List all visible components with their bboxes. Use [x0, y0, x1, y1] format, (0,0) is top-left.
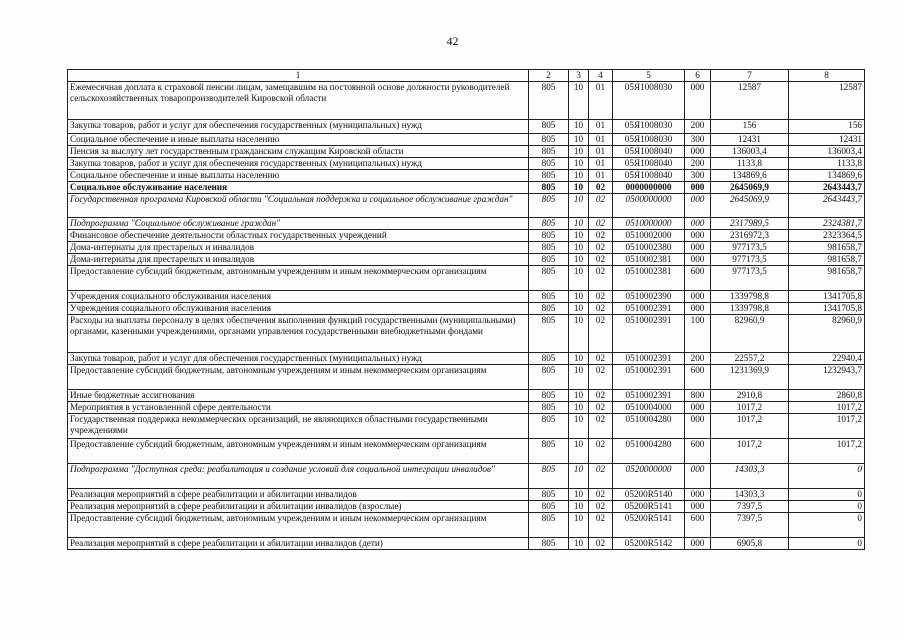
cell-col-2: 805: [529, 464, 569, 489]
table-row: [68, 489, 865, 501]
cell-col-6: 000: [685, 402, 711, 414]
cell-col-4: 02: [589, 242, 613, 254]
cell-col-5: 0510002391: [613, 390, 685, 402]
cell-col-8: 1133,8: [789, 158, 865, 170]
cell-col-5: 05200R5141: [613, 501, 685, 513]
cell-col-8: 0: [789, 513, 865, 538]
cell-col-3: 10: [569, 266, 589, 291]
cell-col-5: 05Я1008030: [613, 82, 685, 120]
item-name: Государственная программа Кировской области "Социальная поддержка и социальное обслуживание граждан": [68, 194, 529, 218]
cell-col-6: 000: [685, 182, 711, 194]
item-name: Социальное обеспечение и иные выплаты населению: [68, 134, 529, 146]
table-row: [68, 501, 865, 513]
cell-col-5: 0510002391: [613, 365, 685, 390]
cell-col-3: 10: [569, 230, 589, 242]
table-row: [68, 170, 865, 182]
cell-col-8: 0: [789, 464, 865, 489]
cell-col-4: 02: [589, 402, 613, 414]
table-row: [68, 390, 865, 402]
cell-col-3: 10: [569, 501, 589, 513]
cell-col-7: 12587: [711, 82, 789, 120]
cell-col-2: 805: [529, 254, 569, 266]
cell-col-2: 805: [529, 315, 569, 353]
cell-col-3: 10: [569, 439, 589, 464]
cell-col-6: 300: [685, 170, 711, 182]
cell-col-4: 02: [589, 439, 613, 464]
cell-col-8: 2643443,7: [789, 182, 865, 194]
cell-col-5: 0510002000: [613, 230, 685, 242]
table-row: [68, 291, 865, 303]
cell-col-2: 805: [529, 513, 569, 538]
cell-col-3: 10: [569, 414, 589, 439]
column-header: 1: [68, 70, 529, 82]
cell-col-2: 805: [529, 230, 569, 242]
item-name: Мероприятия в установленной сфере деятельности: [68, 402, 529, 414]
item-name: Дома-интернаты для престарелых и инвалидов: [68, 242, 529, 254]
cell-col-4: 02: [589, 315, 613, 353]
table-row: [68, 402, 865, 414]
cell-col-4: 02: [589, 182, 613, 194]
cell-col-8: 1017,2: [789, 414, 865, 439]
cell-col-4: 01: [589, 82, 613, 120]
cell-col-2: 805: [529, 538, 569, 550]
cell-col-7: 14303,3: [711, 489, 789, 501]
cell-col-6: 000: [685, 414, 711, 439]
cell-col-5: 0510002380: [613, 242, 685, 254]
cell-col-4: 02: [589, 489, 613, 501]
cell-col-8: 82960,9: [789, 315, 865, 353]
item-name: Закупка товаров, работ и услуг для обеспечения государственных (муниципальных) нужд: [68, 120, 529, 134]
cell-col-4: 02: [589, 464, 613, 489]
item-name: Реализация мероприятий в сфере реабилитации и абилитации инвалидов (взрослые): [68, 501, 529, 513]
cell-col-8: 2860,8: [789, 390, 865, 402]
cell-col-2: 805: [529, 82, 569, 120]
cell-col-6: 000: [685, 146, 711, 158]
cell-col-3: 10: [569, 513, 589, 538]
cell-col-5: 0510002381: [613, 254, 685, 266]
cell-col-7: 1339798,8: [711, 291, 789, 303]
table-row: [68, 315, 865, 353]
item-name: Реализация мероприятий в сфере реабилитации и абилитации инвалидов (дети): [68, 538, 529, 550]
cell-col-6: 100: [685, 315, 711, 353]
cell-col-4: 01: [589, 170, 613, 182]
cell-col-3: 10: [569, 390, 589, 402]
cell-col-7: 977173,5: [711, 254, 789, 266]
cell-col-4: 02: [589, 218, 613, 230]
cell-col-6: 000: [685, 254, 711, 266]
item-name: Предоставление субсидий бюджетным, автономным учреждениям и иным некоммерческим организациям: [68, 365, 529, 390]
cell-col-3: 10: [569, 489, 589, 501]
cell-col-3: 10: [569, 182, 589, 194]
cell-col-6: 000: [685, 489, 711, 501]
cell-col-2: 805: [529, 501, 569, 513]
cell-col-3: 10: [569, 242, 589, 254]
table-row: [68, 194, 865, 218]
cell-col-8: 22940,4: [789, 353, 865, 365]
cell-col-5: 0510004280: [613, 414, 685, 439]
cell-col-8: 134869,6: [789, 170, 865, 182]
budget-table: [67, 69, 865, 550]
cell-col-8: 1341705,8: [789, 291, 865, 303]
table-row: [68, 218, 865, 230]
column-header: 7: [711, 70, 789, 82]
cell-col-6: 300: [685, 134, 711, 146]
cell-col-8: 0: [789, 501, 865, 513]
item-name: Пенсия за выслугу лет государственным гражданским служащим Кировской области: [68, 146, 529, 158]
item-name: Предоставление субсидий бюджетным, автономным учреждениям и иным некоммерческим организациям: [68, 266, 529, 291]
item-name: Социальное обеспечение и иные выплаты населению: [68, 170, 529, 182]
cell-col-8: 1017,2: [789, 402, 865, 414]
cell-col-2: 805: [529, 402, 569, 414]
cell-col-8: 2643443,7: [789, 194, 865, 218]
cell-col-8: 156: [789, 120, 865, 134]
cell-col-3: 10: [569, 402, 589, 414]
cell-col-5: 05200R5140: [613, 489, 685, 501]
table-row: [68, 464, 865, 489]
cell-col-7: 2910,8: [711, 390, 789, 402]
table-row: [68, 439, 865, 464]
cell-col-4: 02: [589, 291, 613, 303]
cell-col-7: 2645069,9: [711, 182, 789, 194]
cell-col-2: 805: [529, 266, 569, 291]
cell-col-7: 1133,8: [711, 158, 789, 170]
table-row: [68, 182, 865, 194]
cell-col-6: 000: [685, 538, 711, 550]
cell-col-2: 805: [529, 303, 569, 315]
cell-col-2: 805: [529, 353, 569, 365]
cell-col-4: 02: [589, 365, 613, 390]
cell-col-3: 10: [569, 254, 589, 266]
cell-col-3: 10: [569, 194, 589, 218]
cell-col-2: 805: [529, 439, 569, 464]
column-header: 5: [613, 70, 685, 82]
column-header: 6: [685, 70, 711, 82]
cell-col-2: 805: [529, 414, 569, 439]
table-row: [68, 120, 865, 134]
cell-col-7: 82960,9: [711, 315, 789, 353]
item-name: Подпрограмма "Социальное обслуживание граждан": [68, 218, 529, 230]
cell-col-8: 981658,7: [789, 266, 865, 291]
cell-col-6: 000: [685, 464, 711, 489]
column-header: 2: [529, 70, 569, 82]
cell-col-3: 10: [569, 120, 589, 134]
item-name: Социальное обслуживание населения: [68, 182, 529, 194]
cell-col-7: 2645069,9: [711, 194, 789, 218]
cell-col-7: 156: [711, 120, 789, 134]
cell-col-6: 600: [685, 365, 711, 390]
cell-col-4: 02: [589, 254, 613, 266]
cell-col-2: 805: [529, 120, 569, 134]
cell-col-8: 981658,7: [789, 242, 865, 254]
cell-col-2: 805: [529, 365, 569, 390]
cell-col-4: 02: [589, 513, 613, 538]
cell-col-5: 05Я1008030: [613, 120, 685, 134]
cell-col-4: 01: [589, 134, 613, 146]
table-row: [68, 134, 865, 146]
cell-col-3: 10: [569, 303, 589, 315]
table-row: [68, 353, 865, 365]
table-row: [68, 414, 865, 439]
cell-col-8: 12431: [789, 134, 865, 146]
cell-col-8: 0: [789, 538, 865, 550]
cell-col-3: 10: [569, 158, 589, 170]
cell-col-4: 01: [589, 146, 613, 158]
cell-col-7: 14303,3: [711, 464, 789, 489]
cell-col-8: 981658,7: [789, 254, 865, 266]
cell-col-3: 10: [569, 146, 589, 158]
item-name: Государственная поддержка некоммерческих организаций, не являющихся областными государственными учреждениями: [68, 414, 529, 439]
cell-col-3: 10: [569, 218, 589, 230]
cell-col-5: 0510002391: [613, 353, 685, 365]
cell-col-7: 134869,6: [711, 170, 789, 182]
table-row: [68, 513, 865, 538]
item-name: Учреждения социального обслуживания населения: [68, 291, 529, 303]
item-name: Дома-интернаты для престарелых и инвалидов: [68, 254, 529, 266]
cell-col-3: 10: [569, 170, 589, 182]
cell-col-7: 136003,4: [711, 146, 789, 158]
cell-col-5: 05Я1008040: [613, 158, 685, 170]
cell-col-7: 22557,2: [711, 353, 789, 365]
cell-col-4: 01: [589, 120, 613, 134]
cell-col-7: 977173,5: [711, 242, 789, 254]
item-name: Закупка товаров, работ и услуг для обеспечения государственных (муниципальных) нужд: [68, 353, 529, 365]
cell-col-6: 000: [685, 194, 711, 218]
cell-col-7: 12431: [711, 134, 789, 146]
cell-col-6: 200: [685, 353, 711, 365]
cell-col-5: 05Я1008030: [613, 134, 685, 146]
cell-col-4: 02: [589, 414, 613, 439]
cell-col-3: 10: [569, 82, 589, 120]
cell-col-3: 10: [569, 365, 589, 390]
cell-col-6: 200: [685, 158, 711, 170]
cell-col-6: 600: [685, 266, 711, 291]
table-row: [68, 254, 865, 266]
cell-col-8: 12587: [789, 82, 865, 120]
cell-col-6: 600: [685, 439, 711, 464]
cell-col-3: 10: [569, 315, 589, 353]
cell-col-3: 10: [569, 538, 589, 550]
cell-col-8: 136003,4: [789, 146, 865, 158]
cell-col-3: 10: [569, 464, 589, 489]
cell-col-8: 0: [789, 489, 865, 501]
table-row: [68, 146, 865, 158]
item-name: Расходы на выплаты персоналу в целях обеспечения выполнения функций государственными (муниципальными) органами, казенными учреждениями, органами управления государственными внебюджетными фондами: [68, 315, 529, 353]
cell-col-8: 1232943,7: [789, 365, 865, 390]
cell-col-2: 805: [529, 390, 569, 402]
cell-col-5: 05Я1008040: [613, 146, 685, 158]
cell-col-7: 1339798,8: [711, 303, 789, 315]
cell-col-4: 02: [589, 538, 613, 550]
item-name: Ежемесячная доплата к страховой пенсии лицам, замещавшим на постоянной основе должности руководителей сельскохозяйственных товаропроизводителей Кировской области: [68, 82, 529, 120]
cell-col-5: 0510002381: [613, 266, 685, 291]
cell-col-7: 7397,5: [711, 501, 789, 513]
cell-col-6: 000: [685, 501, 711, 513]
cell-col-2: 805: [529, 146, 569, 158]
item-name: Учреждения социального обслуживания населения: [68, 303, 529, 315]
cell-col-6: 800: [685, 390, 711, 402]
table-row: [68, 230, 865, 242]
header-row: [68, 70, 865, 82]
cell-col-8: 1017,2: [789, 439, 865, 464]
item-name: Предоставление субсидий бюджетным, автономным учреждениям и иным некоммерческим организациям: [68, 513, 529, 538]
cell-col-5: 0510002391: [613, 315, 685, 353]
cell-col-5: 05200R5142: [613, 538, 685, 550]
table-row: [68, 242, 865, 254]
cell-col-7: 1231369,9: [711, 365, 789, 390]
cell-col-5: 0500000000: [613, 194, 685, 218]
cell-col-5: 0000000000: [613, 182, 685, 194]
item-name: Финансовое обеспечение деятельности областных государственных учреждений: [68, 230, 529, 242]
cell-col-4: 02: [589, 501, 613, 513]
cell-col-6: 200: [685, 120, 711, 134]
cell-col-2: 805: [529, 134, 569, 146]
table-row: [68, 82, 865, 120]
item-name: Предоставление субсидий бюджетным, автономным учреждениям и иным некоммерческим организациям: [68, 439, 529, 464]
cell-col-2: 805: [529, 291, 569, 303]
item-name: Иные бюджетные ассигнования: [68, 390, 529, 402]
table-row: [68, 365, 865, 390]
table-row: [68, 266, 865, 291]
cell-col-4: 02: [589, 353, 613, 365]
cell-col-6: 000: [685, 303, 711, 315]
cell-col-8: 2323364,5: [789, 230, 865, 242]
cell-col-6: 000: [685, 291, 711, 303]
cell-col-3: 10: [569, 134, 589, 146]
cell-col-5: 05Я1008040: [613, 170, 685, 182]
cell-col-2: 805: [529, 218, 569, 230]
cell-col-7: 2317989,5: [711, 218, 789, 230]
cell-col-7: 6905,8: [711, 538, 789, 550]
cell-col-7: 1017,2: [711, 414, 789, 439]
item-name: Реализация мероприятий в сфере реабилитации и абилитации инвалидов: [68, 489, 529, 501]
cell-col-5: 0510002390: [613, 291, 685, 303]
cell-col-3: 10: [569, 291, 589, 303]
cell-col-6: 000: [685, 82, 711, 120]
cell-col-7: 1017,2: [711, 402, 789, 414]
cell-col-2: 805: [529, 182, 569, 194]
cell-col-7: 7397,5: [711, 513, 789, 538]
page-number: 42: [446, 34, 459, 48]
cell-col-6: 600: [685, 513, 711, 538]
cell-col-2: 805: [529, 170, 569, 182]
cell-col-3: 10: [569, 353, 589, 365]
table-body: [68, 82, 865, 550]
table-row: [68, 158, 865, 170]
cell-col-6: 000: [685, 230, 711, 242]
item-name: Закупка товаров, работ и услуг для обеспечения государственных (муниципальных) нужд: [68, 158, 529, 170]
cell-col-2: 805: [529, 194, 569, 218]
column-header: 3: [569, 70, 589, 82]
cell-col-7: 2316972,3: [711, 230, 789, 242]
cell-col-6: 000: [685, 218, 711, 230]
cell-col-8: 1341705,8: [789, 303, 865, 315]
cell-col-7: 977173,5: [711, 266, 789, 291]
cell-col-6: 000: [685, 242, 711, 254]
cell-col-2: 805: [529, 242, 569, 254]
cell-col-5: 0510000000: [613, 218, 685, 230]
cell-col-7: 1017,2: [711, 439, 789, 464]
cell-col-2: 805: [529, 489, 569, 501]
cell-col-4: 02: [589, 230, 613, 242]
cell-col-4: 02: [589, 390, 613, 402]
cell-col-4: 02: [589, 303, 613, 315]
column-header: 8: [789, 70, 865, 82]
column-header: 4: [589, 70, 613, 82]
item-name: Подпрограмма "Доступная среда: реабилитация и создание условий для социальной интеграции инвалидов": [68, 464, 529, 489]
table-row: [68, 303, 865, 315]
table-row: [68, 538, 865, 550]
cell-col-4: 01: [589, 158, 613, 170]
cell-col-2: 805: [529, 158, 569, 170]
cell-col-5: 0510004280: [613, 439, 685, 464]
cell-col-5: 05200R5141: [613, 513, 685, 538]
cell-col-5: 0510004000: [613, 402, 685, 414]
cell-col-4: 02: [589, 194, 613, 218]
cell-col-8: 2324381,7: [789, 218, 865, 230]
cell-col-5: 0510002391: [613, 303, 685, 315]
cell-col-4: 02: [589, 266, 613, 291]
cell-col-5: 0520000000: [613, 464, 685, 489]
